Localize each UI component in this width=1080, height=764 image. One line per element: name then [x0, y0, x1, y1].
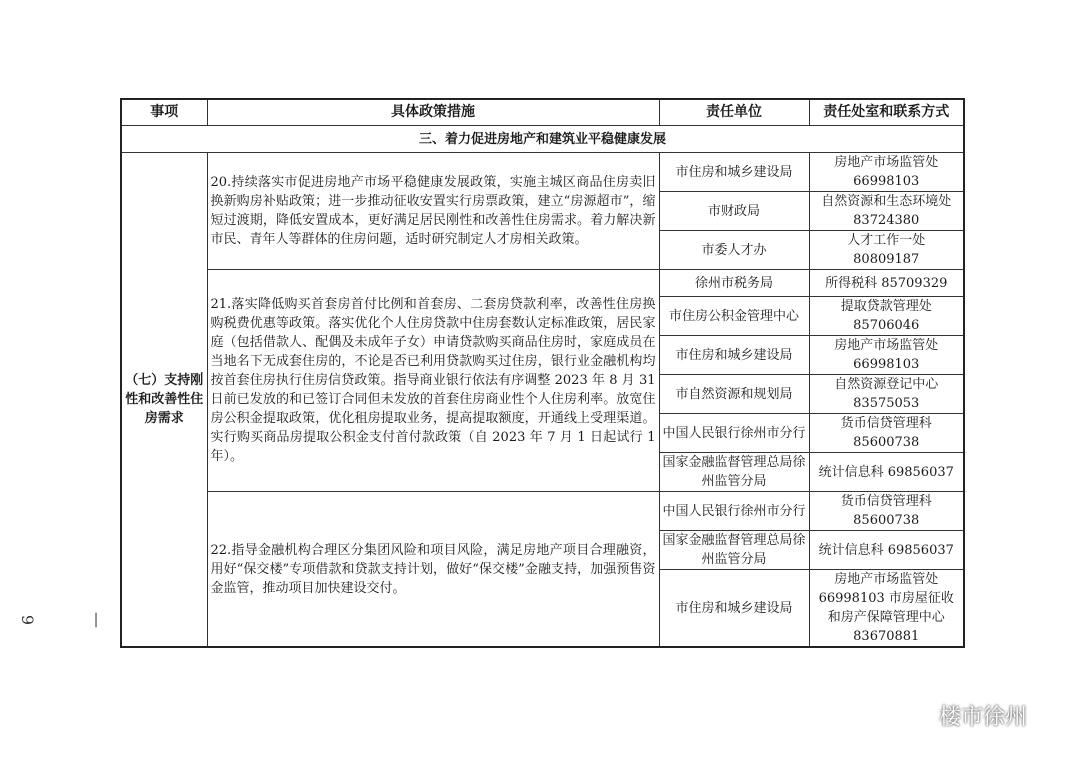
table-row [121, 270, 964, 297]
unit-cell: 市住房和城乡建设局 [659, 570, 809, 648]
contact-cell: 提取贷款管理处 85706046 [809, 297, 964, 336]
contact-cell: 统计信息科 69856037 [809, 531, 964, 570]
wechat-icon [893, 701, 933, 731]
page-number: — 9 [18, 612, 107, 628]
unit-cell: 中国人民银行徐州市分行 [659, 492, 809, 531]
watermark [893, 700, 1027, 731]
measure-20: 20.持续落实市促进房地产市场平稳健康发展政策，实施主城区商品住房卖旧换新购房补贴政策；进一步推动征收安置实行房票政策，建立“房源超市”，缩短过渡期，降低安置成本，更好满足居民刚性和改善性住房需求。着力解决新市民、青年人等群体的住房问题，适时研究制定人才房相关政策。 [207, 153, 659, 270]
header-responsible-unit: 责任单位 [659, 99, 809, 126]
header-matter: 事项 [121, 99, 207, 126]
section-title: 三、着力促进房地产和建筑业平稳健康发展 [121, 126, 964, 153]
table-row [121, 153, 964, 192]
contact-cell: 人才工作一处 80809187 [809, 231, 964, 270]
unit-cell: 国家金融监督管理总局徐州监管分局 [659, 453, 809, 492]
unit-cell: 市自然资源和规划局 [659, 375, 809, 414]
measure-22: 22.指导金融机构合理区分集团风险和项目风险，满足房地产项目合理融资，用好“保交楼”专项借款和贷款支持计划，做好“保交楼”金融支持，加强预售资金监管，推动项目加快建设交付。 [207, 492, 659, 648]
unit-cell: 市财政局 [659, 192, 809, 231]
contact-cell: 自然资源登记中心 83575053 [809, 375, 964, 414]
contact-cell: 房地产市场监管处 66998103 [809, 336, 964, 375]
measure-21: 21.落实降低购买首套房首付比例和首套房、二套房贷款利率，改善性住房换购税费优惠等政策。落实优化个人住房贷款中住房套数认定标准政策，居民家庭（包括借款人、配偶及未成年子女）申请贷款购买商品住房时，家庭成员在当地名下无成套住房的，不论是否已利用贷款购买过住房，银行业金融机构均按首套住房执行住房信贷政策。指导商业银行依法有序调整 2023 年 8 月 31 日前已发放的和已签订合同但未发放的首套住房商业性个人住房利率。放宽住房公积金提取政策，优化租房提取业务，提高提取额度，开通线上受理渠道。实行购买商品房提取公积金支付首付款政策（自 2023 年 7 月 1 日起试行 1 年）。 [207, 270, 659, 492]
contact-cell: 统计信息科 69856037 [809, 453, 964, 492]
unit-cell: 市住房和城乡建设局 [659, 336, 809, 375]
unit-cell: 市委人才办 [659, 231, 809, 270]
contact-cell: 货币信贷管理科 85600738 [809, 414, 964, 453]
contact-cell: 货币信贷管理科 85600738 [809, 492, 964, 531]
table-row [121, 492, 964, 531]
contact-cell: 自然资源和生态环境处 83724380 [809, 192, 964, 231]
contact-cell: 房地产市场监管处 66998103 [809, 153, 964, 192]
header-measures: 具体政策措施 [207, 99, 659, 126]
unit-cell: 市住房和城乡建设局 [659, 153, 809, 192]
table-header-row [121, 99, 964, 126]
contact-cell: 所得税科 85709329 [809, 270, 964, 297]
policy-table [120, 98, 965, 648]
category-cell: （七）支持刚性和改善性住房需求 [121, 153, 207, 648]
unit-cell: 国家金融监督管理总局徐州监管分局 [659, 531, 809, 570]
unit-cell: 市住房公积金管理中心 [659, 297, 809, 336]
unit-cell: 中国人民银行徐州市分行 [659, 414, 809, 453]
header-contact: 责任处室和联系方式 [809, 99, 964, 126]
unit-cell: 徐州市税务局 [659, 270, 809, 297]
watermark-text: 楼市徐州 [939, 705, 1028, 730]
contact-cell: 房地产市场监管处 66998103 市房屋征收和房产保障管理中心 83670881 [809, 570, 964, 648]
section-row [121, 126, 964, 153]
